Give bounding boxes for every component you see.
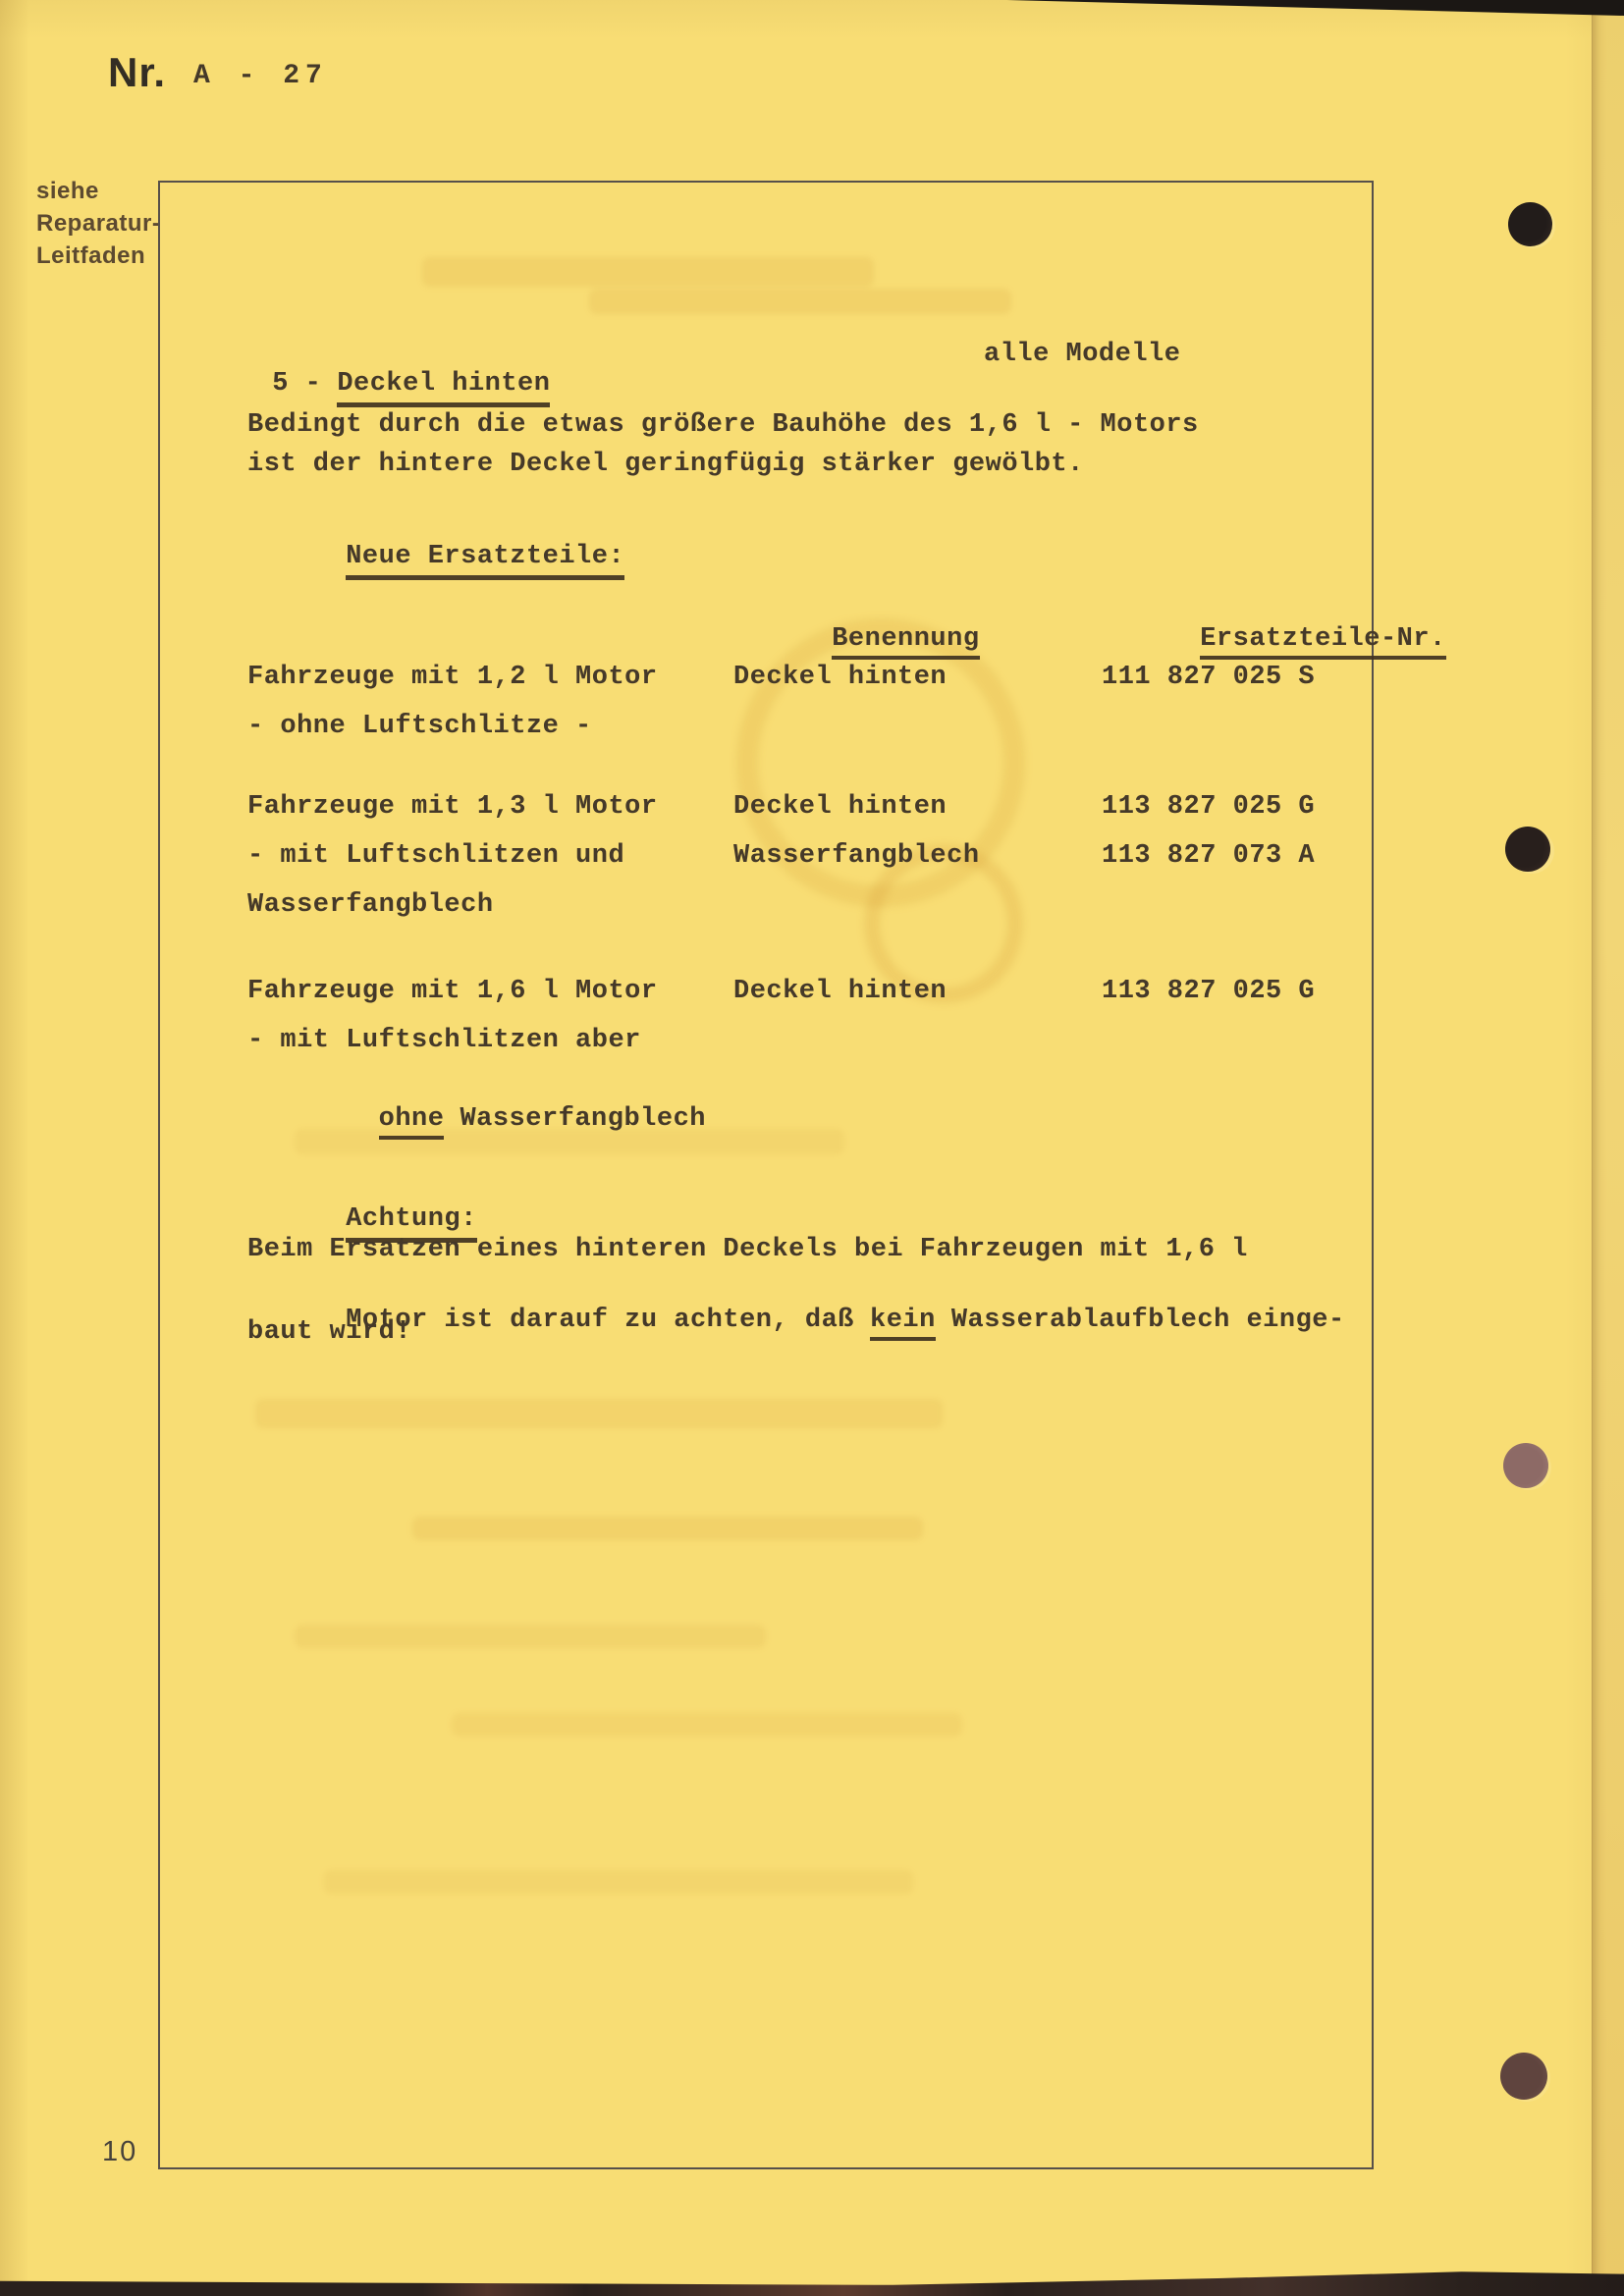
doc-number-label: Nr. (108, 49, 167, 95)
part-vehicle: Wasserfangblech (247, 890, 494, 920)
margin-note (36, 175, 160, 272)
part-number: 113 827 025 G (1102, 977, 1316, 1006)
part-vehicle: Fahrzeuge mit 1,2 l Motor (247, 663, 658, 692)
applies-to-label: alle Modelle (984, 340, 1181, 369)
part-number: 113 827 025 G (1102, 792, 1316, 822)
warning-line-3: baut wird! (247, 1317, 412, 1347)
punch-hole (1503, 1443, 1548, 1488)
part-name: Deckel hinten (733, 977, 947, 1006)
section-title: Deckel hinten (337, 369, 550, 407)
part-vehicle: - ohne Luftschlitze - (247, 712, 592, 741)
margin-note-line: siehe (36, 178, 99, 204)
warning-heading: Achtung: (247, 1175, 477, 1263)
parts-heading: Neue Ersatzteile: (247, 512, 624, 601)
punch-hole (1508, 202, 1552, 246)
part-name: Deckel hinten (733, 792, 947, 822)
doc-number-value: A - 27 (193, 61, 328, 91)
part-vehicle: - mit Luftschlitzen aber (247, 1026, 641, 1055)
underlined-word: kein (870, 1306, 936, 1341)
margin-note-line: Reparatur- (36, 210, 161, 237)
part-vehicle: Fahrzeuge mit 1,3 l Motor (247, 792, 658, 822)
content-frame (158, 181, 1446, 2169)
section-number: 5 - (272, 369, 322, 399)
intro-line-2: ist der hintere Deckel geringfügig stärker gewölbt. (247, 450, 1084, 479)
part-name: Deckel hinten (733, 663, 947, 692)
part-vehicle: ohne Wasserfangblech (247, 1075, 706, 1163)
column-header-number: Ersatzteile-Nr. (1102, 595, 1446, 683)
scan-edge-bottom (0, 2257, 1624, 2296)
punch-hole (1505, 827, 1550, 872)
punch-hole (1500, 2053, 1547, 2100)
part-number: 111 827 025 S (1102, 663, 1316, 692)
underlined-word: ohne (379, 1104, 445, 1140)
intro-line-1: Bedingt durch die etwas größere Bauhöhe des 1,6 l - Motors (247, 410, 1199, 440)
part-vehicle: - mit Luftschlitzen und (247, 841, 625, 871)
warning-line-2: Motor ist darauf zu achten, daß kein Wasserablaufblech einge- (247, 1276, 1345, 1364)
page-edge-strip (1592, 0, 1624, 2296)
margin-note-line: Leitfaden (36, 242, 146, 269)
column-header-name: Benennung (733, 595, 980, 683)
part-number: 113 827 073 A (1102, 841, 1316, 871)
page-number: 10 (102, 2136, 138, 2167)
part-vehicle: Fahrzeuge mit 1,6 l Motor (247, 977, 658, 1006)
warning-line-1: Beim Ersatzen eines hinteren Deckels bei Fahrzeugen mit 1,6 l (247, 1235, 1248, 1264)
scan-edge-top (0, 0, 1624, 16)
part-name: Wasserfangblech (733, 841, 980, 871)
